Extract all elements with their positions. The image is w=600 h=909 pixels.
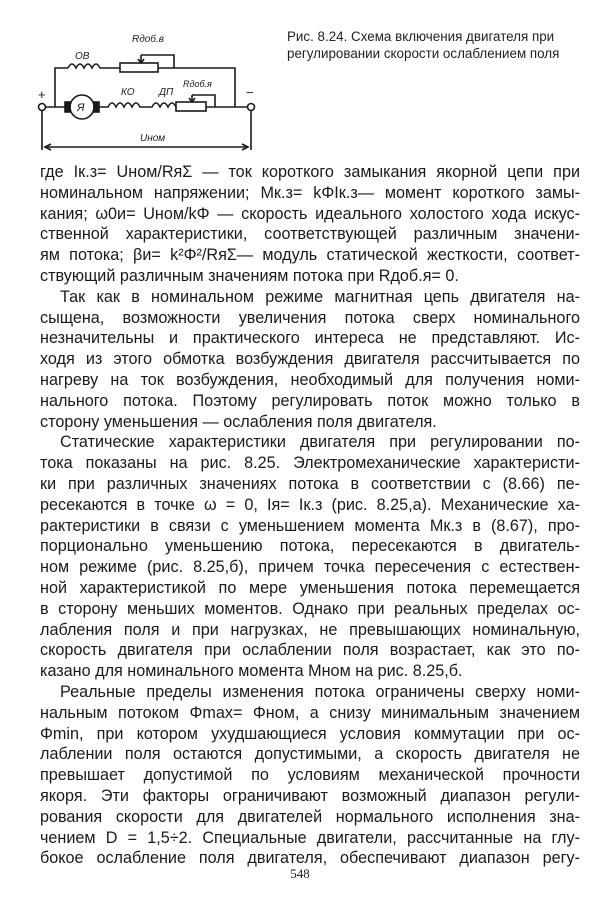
text-line: лаблении поля остаются допустимыми, а скорость двигателя не	[40, 745, 580, 764]
label-plus: +	[38, 87, 46, 102]
field-winding-ov	[68, 64, 120, 68]
text-line: лабления поля и при нагрузках, не превышающих номинальную,	[40, 620, 580, 639]
text-line: ственной характеристики, соответствующей различным значени-	[40, 225, 580, 244]
text-line: чением D = 1,5÷2. Специальные двигатели, рассчитанные на глу-	[40, 828, 580, 847]
text-line: якоря. Эти факторы ограничивают возможный диапазон регули-	[40, 786, 580, 805]
body-text	[40, 162, 580, 869]
label-minus: −	[246, 85, 254, 100]
text-line: рования скорости для двигателей нормального исполнения зна-	[40, 807, 580, 826]
text-line: порционально уменьшению потока, пересекаются в двигатель-	[40, 537, 580, 556]
caption-line: регулировании скорости ослаблением поля	[287, 46, 560, 61]
text-line: тока показаны на рис. 8.25. Электромеханические характеристи-	[40, 454, 580, 473]
text-line: бокое ослабление поля двигателя, обеспечивают диапазон регу-	[40, 849, 580, 868]
field-rheostat	[120, 63, 158, 72]
text-line: казано для номинального момента Mном на рис. 8.25,б.	[40, 662, 463, 681]
text-line: ном режиме (рис. 8.25,б), причем точка пересечения с естествен-	[40, 558, 580, 577]
text-line: ной характеристикой по мере уменьшения потока перемещается	[40, 578, 580, 597]
text-line: ходя из этого обмотка возбуждения двигателя рассчитывается по	[40, 350, 580, 369]
text-line: номинальном напряжении; Mк.з= kΦIк.з— момент короткого замы-	[40, 183, 580, 202]
text-line: рактеристики в связи с уменьшением момента Mк.з в (8.67), про-	[40, 516, 580, 535]
text-line: ствующий различным значениям потока при Rдоб.я= 0.	[40, 266, 459, 285]
label-ov: ОВ	[75, 51, 90, 62]
text-line: нального потока. Поэтому регулировать поток можно только в	[40, 391, 580, 410]
label-dp: ДП	[159, 87, 174, 98]
label-r-add-arm: Rдоб.я	[183, 79, 212, 89]
text-line: скорость двигателя при ослаблении поля возрастает, как это по-	[40, 641, 580, 660]
text-line: нагреву на ток возбуждения, необходимый для получения номи-	[40, 370, 580, 389]
text-line: ки при различных значениях потока в соответствии с (8.66) пе-	[40, 474, 580, 493]
text-line: нальным потоком Φmax= Φном, а снизу минимальным значением	[40, 703, 580, 722]
label-r-add-field: Rдоб.в	[132, 34, 164, 45]
text-line: сторону уменьшения — ослабления поля двигателя.	[40, 412, 437, 431]
text-line: Так как в номинальном режиме магнитная цепь двигателя на-	[60, 287, 580, 306]
circuit-diagram	[35, 25, 265, 165]
text-line: где Iк.з= Uном/RяΣ — ток короткого замыкания якорной цепи при	[40, 163, 580, 181]
label-armature: Я	[77, 102, 85, 114]
figure-caption	[287, 28, 577, 62]
text-line: в сторону меньших моментов. Однако при реальных пределах ос-	[40, 599, 580, 618]
label-ko: КО	[121, 87, 135, 98]
text-line: незначительны и практического интереса не представляют. Ис-	[40, 329, 580, 348]
text-line: Реальные пределы изменения потока ограничены сверху номи-	[60, 682, 580, 701]
text-line: кания; ω0и= Uном/kΦ — скорость идеального холостого хода искус-	[40, 204, 580, 223]
text-line: превышает допустимой по условиям механической прочности	[40, 766, 580, 785]
text-line: ям потока; βи= k²Φ²/RяΣ— модуль статической жесткости, соответ-	[40, 246, 580, 265]
text-line: сыщена, возможности увеличения потока сверх номинального	[40, 308, 580, 327]
label-voltage: Uном	[140, 133, 166, 144]
text-line: Статические характеристики двигателя при регулировании по-	[60, 433, 580, 452]
caption-line: Рис. 8.24. Схема включения двигателя при	[287, 29, 555, 44]
page-number: 548	[290, 866, 310, 881]
text-line: Φmin, при котором ухудшающиеся условия коммутации при ос-	[40, 724, 580, 743]
armature-rheostat	[176, 102, 206, 111]
text-line: ресекаются в точке ω = 0, Iя= Iк.з (рис. 8.25,а). Механические ха-	[40, 495, 580, 514]
